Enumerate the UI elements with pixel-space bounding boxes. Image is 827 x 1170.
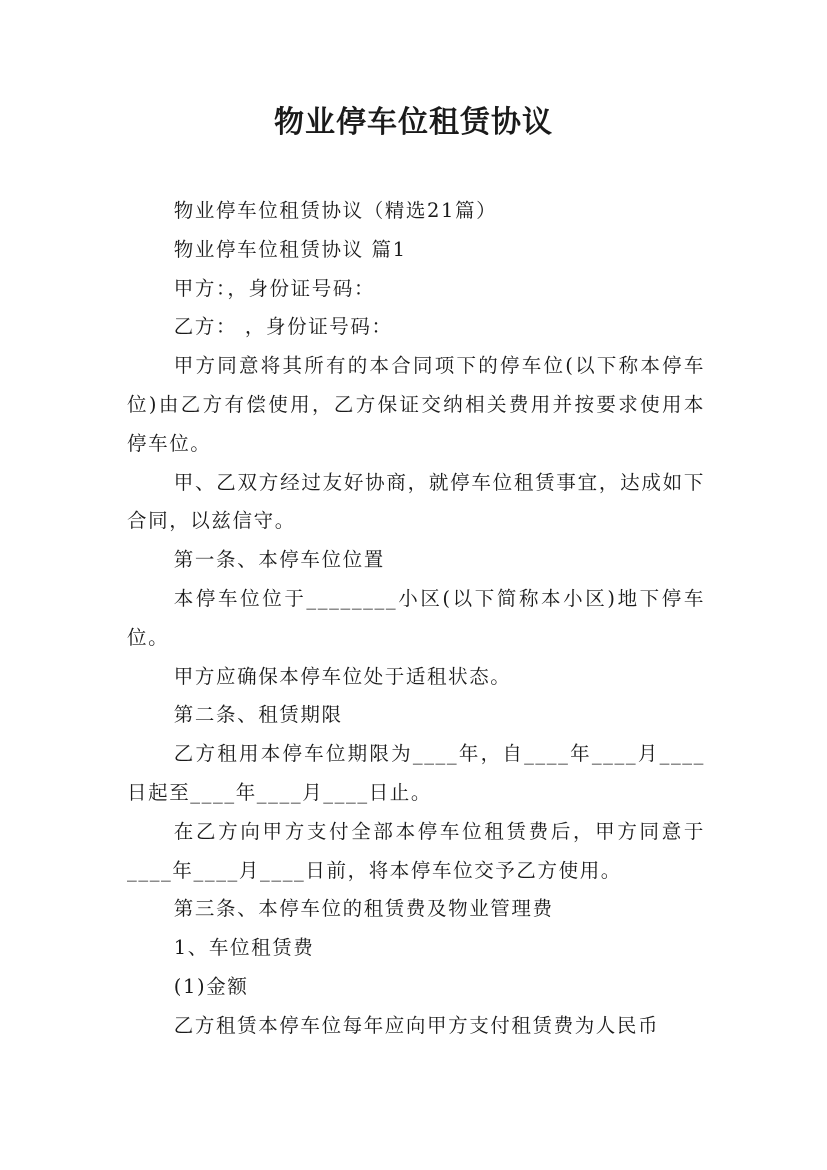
paragraph-party-b: 乙方： ，身份证号码： [173, 315, 393, 339]
document-title: 物业停车位租赁协议 [274, 105, 553, 140]
paragraph-agreement: 甲方同意将其所有的本合同项下的停车位(以下称本停车位)由乙方有偿使用，乙方保证交纳相关费用并按要求使用本停车位。 [127, 354, 705, 455]
paragraph-subtitle: 物业停车位租赁协议（精选21篇） [173, 199, 498, 222]
section-1-heading: 第一条、本停车位位置 [173, 548, 385, 572]
paragraph-location: 本停车位位于________小区(以下简称本小区)地下停车位。 [127, 586, 705, 649]
section-3-heading: 第三条、本停车位的租赁费及物业管理费 [173, 897, 554, 921]
paragraph-party-a: 甲方：，身份证号码： [173, 276, 376, 300]
section-2-heading: 第二条、租赁期限 [173, 703, 343, 727]
document-body [127, 192, 705, 1046]
paragraph-condition: 甲方应确保本停车位处于适租状态。 [173, 664, 512, 688]
paragraph-rent-amount: 乙方租赁本停车位每年应向甲方支付租赁费为人民币 [173, 1013, 660, 1037]
subsection-rent-heading: 1、车位租赁费 [173, 936, 315, 960]
subsection-amount-heading: (1)金额 [173, 974, 249, 998]
paragraph-article-heading: 物业停车位租赁协议 篇1 [173, 237, 407, 261]
paragraph-handover: 在乙方向甲方支付全部本停车位租赁费后，甲方同意于____年____月____日前，将本停车位交予乙方使用。 [127, 819, 705, 882]
paragraph-term: 乙方租用本停车位期限为____年，自____年____月____日起至____年____月____日止。 [127, 742, 705, 804]
paragraph-consultation: 甲、乙双方经过友好协商，就停车位租赁事宜，达成如下合同，以兹信守。 [127, 470, 705, 533]
